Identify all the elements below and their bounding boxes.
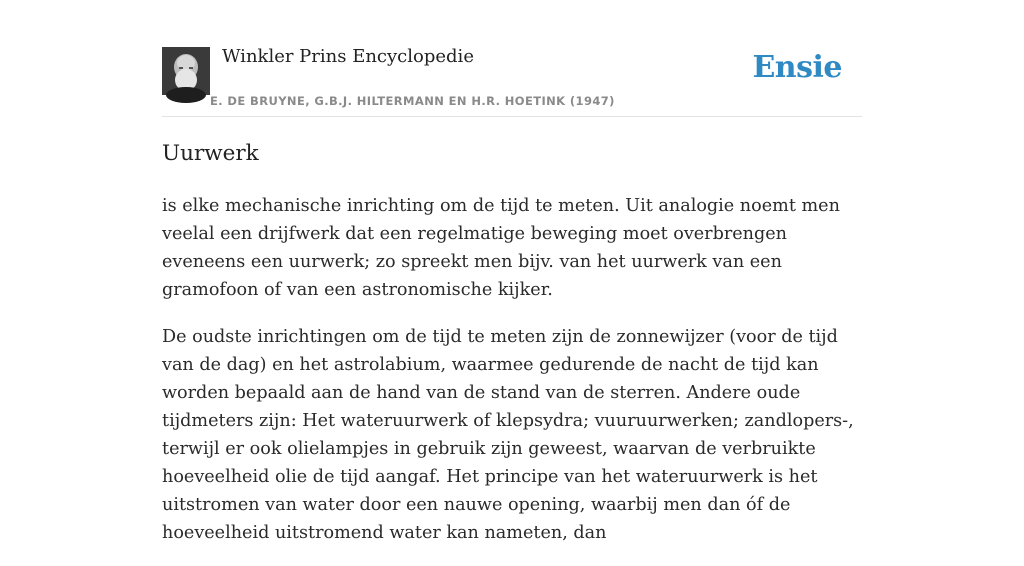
author-avatar [162, 47, 210, 95]
article-paragraph: is elke mechanische inrichting om de tijd te meten. Uit analogie noemt men veelal een drijfwerk dat een regelmatige beweging moet overbrengen eveneens een uurwerk; zo spreekt men bijv. van het uurwerk van een gramofoon of van een astronomische kijker. [162, 196, 840, 300]
brand-logo[interactable]: Ensie [752, 50, 842, 85]
author-portrait-icon [162, 47, 210, 95]
page [162, 0, 862, 543]
article-paragraph: De oudste inrichtingen om de tijd te meten zijn de zonnewijzer (voor de tijd van de dag) en het astrolabium, waarmee gedurende de nacht de tijd kan worden bepaald aan de hand van de stand van de sterren. Andere oude tijdmeters zijn: Het wateruurwerk of klepsydra; vuuruurwerken; zandlopers-, terwijl er ook olielampjes in gebruik zijn geweest, waarvan de verbruikte hoeveelheid olie de tijd aangaf. Het principe van het wateruurwerk is het uitstromen van water door een nauwe opening, waarbij men dan óf de hoeveelheid uitstromend water kan nameten, dan [162, 327, 854, 543]
article-title: Uurwerk [162, 141, 259, 166]
site-header [162, 0, 862, 117]
article-body [162, 192, 864, 566]
authors-credit: E. DE BRUYNE, G.B.J. HILTERMANN EN H.R. HOETINK (1947) [210, 94, 615, 108]
site-title[interactable]: Winkler Prins Encyclopedie [222, 46, 474, 67]
